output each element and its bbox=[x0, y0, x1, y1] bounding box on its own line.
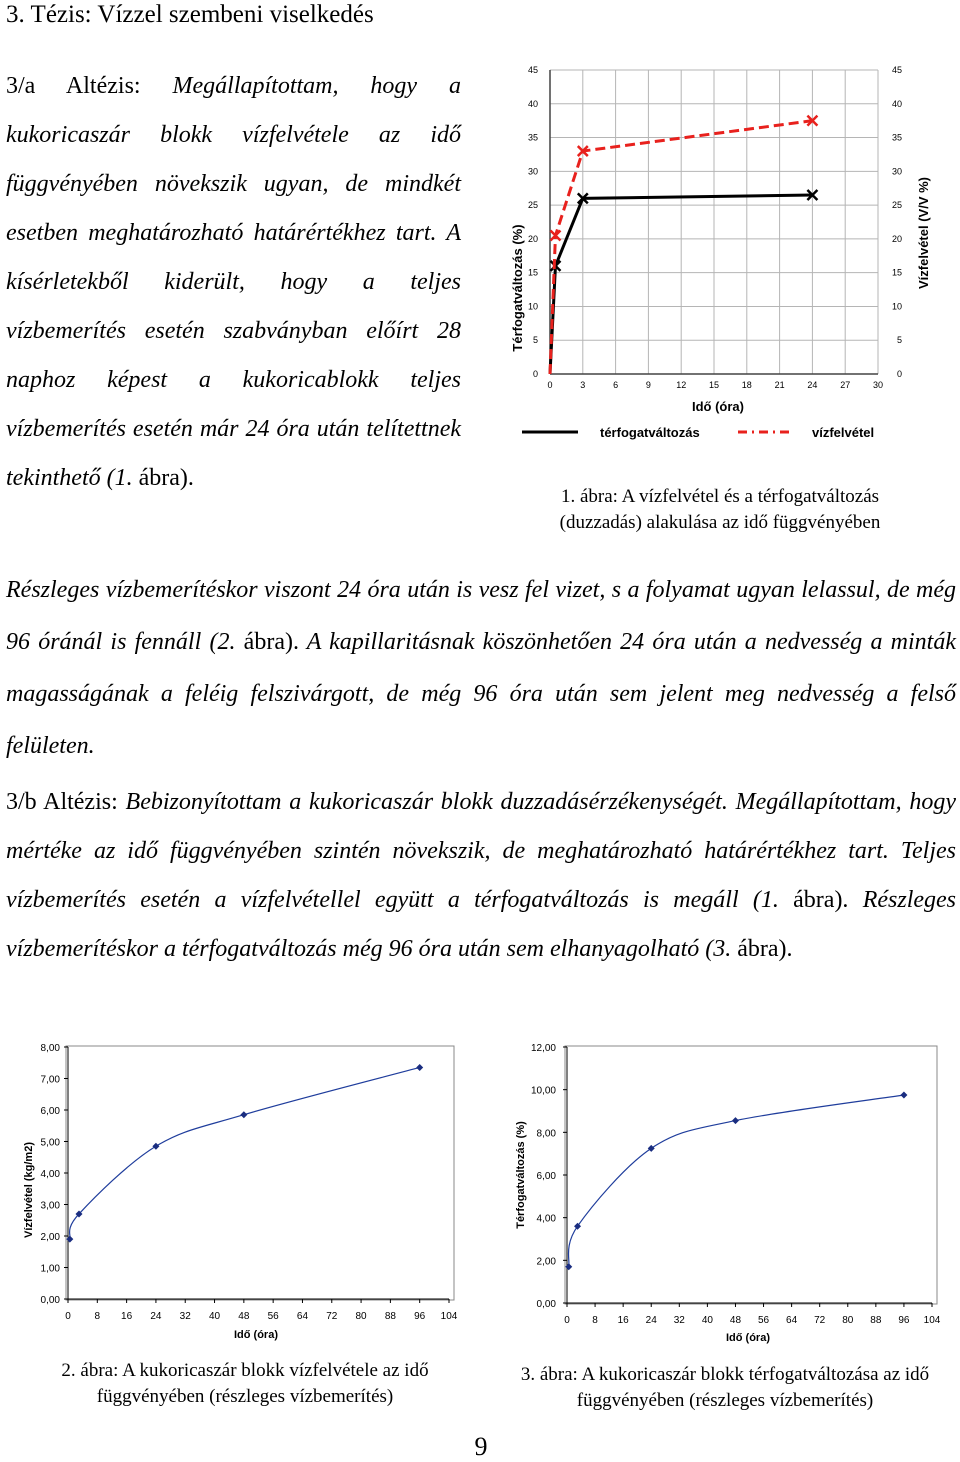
fig2-xtick: 16 bbox=[121, 1311, 133, 1322]
figure-1-xtick: 0 bbox=[547, 380, 553, 390]
fig2-xtick: 32 bbox=[179, 1311, 191, 1322]
figure-2-plot-area bbox=[66, 1046, 454, 1300]
fig2-xtick: 48 bbox=[238, 1311, 250, 1322]
fig2-xtick: 40 bbox=[208, 1311, 221, 1322]
fig2-ytick: 8,00 bbox=[40, 1043, 60, 1054]
figure-1-xtick: 27 bbox=[840, 380, 851, 390]
fig2-ytick: 0,00 bbox=[40, 1295, 60, 1306]
fig2-ytick: 1,00 bbox=[40, 1263, 60, 1275]
fig3-point bbox=[565, 1263, 572, 1270]
para2-ref: ábra). bbox=[243, 629, 299, 655]
figure-1-ytick-left: 25 bbox=[527, 200, 538, 211]
fig3-xtick: 24 bbox=[645, 1315, 657, 1326]
figure-1-ytick-left: 10 bbox=[527, 301, 538, 312]
fig3-xtick: 88 bbox=[870, 1315, 882, 1326]
figure-1-ytick-right: 30 bbox=[891, 166, 902, 177]
fig3-xtick: 104 bbox=[923, 1315, 941, 1326]
thesis-3a-text: Megállapítottam, hogy a kukoricaszár blokk vízfelvétele az idő függvényében növekszik ugyan, de mindkét esetben meghatározható határértékhez tart. A kísérletekből kiderült, hogy a teljes vízbemerítés esetén szabványban előírt 28 naphoz képest a kukoricablokk teljes vízbemerítés esetén már 24 óra után telítettnek tekinthető (1. bbox=[6, 73, 461, 491]
fig2-xtick: 64 bbox=[296, 1311, 309, 1322]
figure-1-xtick: 24 bbox=[807, 380, 818, 390]
figure-1-ytick-right: 0 bbox=[896, 369, 902, 379]
figure-2-xlabel: Idő (óra) bbox=[234, 1329, 278, 1341]
fig3-ytick: 2,00 bbox=[536, 1256, 556, 1268]
fig2-xtick: 8 bbox=[94, 1311, 101, 1322]
figure-1-series bbox=[550, 116, 817, 374]
figure-1-xlabel: Idő (óra) bbox=[692, 399, 744, 414]
figure-1-ytick-right: 5 bbox=[896, 335, 902, 346]
fig2-xtick: 0 bbox=[65, 1311, 71, 1322]
figure-3-caption: 3. ábra: A kukoricaszár blokk térfogatváltozása az idő függvényében (részleges vízbemerítés) bbox=[520, 1364, 930, 1411]
thesis-3b-text-1: Bebizonyítottam a kukoricaszár blokk duzzadásérzékenységét. Megállapítottam, hogy mértéke az idő függvényében szintén növekszik, de meghatározható határértékhez tart. Teljes vízbemerítés esetén a vízfelvétellel együtt a térfogatváltozás is megáll (1. bbox=[6, 789, 956, 913]
figure-1-ytick-left: 5 bbox=[532, 335, 538, 346]
figure-1-ytick-right: 25 bbox=[891, 200, 902, 211]
fig2-ytick: 5,00 bbox=[40, 1137, 60, 1149]
fig3-ytick: 8,00 bbox=[536, 1128, 556, 1140]
fig2-xtick: 88 bbox=[384, 1311, 396, 1322]
figure-1-ytick-left: 15 bbox=[527, 267, 538, 278]
thesis-3a-lead: 3/a Altézis: bbox=[6, 73, 141, 99]
fig2-xtick: 24 bbox=[150, 1311, 162, 1322]
figure-1-ylabel: Térfogatváltozás (%) bbox=[510, 224, 525, 352]
fig2-point bbox=[416, 1064, 423, 1071]
fig3-ytick: 6,00 bbox=[536, 1171, 556, 1182]
thesis-3b-ref-2: ábra). bbox=[737, 936, 793, 962]
figure-1-xtick: 21 bbox=[774, 380, 785, 390]
fig2-ytick: 4,00 bbox=[40, 1169, 60, 1180]
figure-3-series bbox=[563, 1047, 932, 1307]
figure-1-ytick-right: 15 bbox=[891, 267, 902, 278]
figure-3-xlabel: Idő (óra) bbox=[726, 1332, 770, 1344]
figure-1-ytick-left: 40 bbox=[527, 98, 538, 109]
figure-1-xtick: 6 bbox=[613, 380, 619, 390]
fig2-point bbox=[152, 1143, 159, 1150]
figure-2-series bbox=[64, 1047, 449, 1303]
thesis-3b-paragraph bbox=[6, 778, 956, 974]
legend-label-vizfelvetel: vízfelvétel bbox=[812, 425, 875, 440]
figure-1-chart bbox=[490, 58, 960, 458]
figure-1-ytick-left: 0 bbox=[532, 369, 538, 379]
fig2-xtick: 72 bbox=[326, 1311, 338, 1322]
fig3-xtick: 48 bbox=[729, 1315, 742, 1326]
figure-1-ytick-right: 10 bbox=[891, 301, 902, 312]
figure-3-chart bbox=[492, 1030, 960, 1350]
thesis-3a-paragraph bbox=[6, 62, 461, 503]
fig3-ytick: 4,00 bbox=[536, 1213, 556, 1225]
fig3-xtick: 72 bbox=[814, 1315, 826, 1326]
fig3-point bbox=[648, 1145, 655, 1152]
fig2-ytick: 7,00 bbox=[40, 1074, 60, 1086]
para2-text-1: Részleges vízbemerítéskor viszont 24 óra után is vesz fel vizet, s a folyamat ugyan lelassul, de még 96 óránál is fennáll (2. bbox=[6, 577, 956, 655]
figure-2-chart bbox=[0, 1030, 470, 1350]
figure-1-xtick: 9 bbox=[645, 380, 651, 390]
section-heading: 3. Tézis: Vízzel szembeni viselkedés bbox=[6, 1, 374, 28]
figure-2-caption: 2. ábra: A kukoricaszár blokk vízfelvétele az idő függvényében (részleges vízbemerítés) bbox=[61, 1360, 429, 1407]
fig2-point bbox=[66, 1236, 73, 1243]
fig3-ytick: 10,00 bbox=[530, 1085, 556, 1097]
fig2-ytick: 2,00 bbox=[40, 1232, 60, 1243]
fig3-xtick: 32 bbox=[673, 1315, 685, 1326]
para2-text-2: A kapillaritásnak köszönhetően 24 óra után a nedvesség a minták magasságának a feléig felszivárgott, de még 96 óra után sem jelent meg nedvesség a felső felületen. bbox=[6, 629, 956, 759]
figure-1-ytick-right: 45 bbox=[891, 65, 902, 75]
thesis-3a-ref: ábra). bbox=[138, 465, 194, 491]
thesis-3b-lead: 3/b Altézis: bbox=[6, 789, 118, 815]
figure-1-ytick-right: 40 bbox=[891, 98, 902, 109]
figure-1-ytick-left: 35 bbox=[527, 132, 538, 143]
figure-2-tick-labels bbox=[41, 1043, 458, 1322]
figure-1-xtick: 30 bbox=[872, 380, 884, 390]
fig3-ytick: 0,00 bbox=[536, 1299, 556, 1310]
fig2-ytick: 6,00 bbox=[40, 1106, 60, 1117]
fig2-xtick: 104 bbox=[440, 1311, 458, 1322]
figure-1-ytick-left: 20 bbox=[527, 233, 538, 244]
figure-1-ytick-right: 35 bbox=[891, 132, 902, 143]
page-number: 9 bbox=[474, 1432, 488, 1461]
fig3-xtick: 0 bbox=[564, 1315, 570, 1326]
fig3-xtick: 96 bbox=[898, 1315, 910, 1326]
fig3-xtick: 56 bbox=[757, 1315, 770, 1326]
figure-1-grid bbox=[550, 70, 878, 374]
fig2-point bbox=[240, 1111, 247, 1118]
figure-2-ylabel: Vízfelvétel (kg/m2) bbox=[23, 1142, 35, 1238]
fig3-xtick: 80 bbox=[842, 1315, 854, 1326]
fig3-point bbox=[900, 1092, 907, 1099]
figure-1-legend bbox=[522, 425, 874, 440]
legend-label-terfogat: térfogatváltozás bbox=[600, 425, 700, 440]
figure-1-ytick-right: 20 bbox=[891, 233, 902, 244]
partial-immersion-paragraph bbox=[6, 564, 956, 772]
figure-1-tick-labels bbox=[528, 65, 902, 390]
figure-1-caption: 1. ábra: A vízfelvétel és a térfogatváltozás (duzzadás) alakulása az idő függvényében bbox=[559, 486, 881, 533]
figure-1-xtick: 15 bbox=[708, 380, 720, 390]
fig3-ytick: 12,00 bbox=[530, 1043, 556, 1054]
fig3-point bbox=[732, 1117, 739, 1124]
figure-1-ylabel-right: Vízfelvétel (V/V %) bbox=[916, 177, 931, 289]
fig2-ytick: 3,00 bbox=[40, 1200, 60, 1212]
figure-1-ytick-left: 45 bbox=[527, 65, 538, 75]
fig2-xtick: 56 bbox=[267, 1311, 279, 1322]
figure-3-ylabel: Térfogatváltozás (%) bbox=[515, 1121, 527, 1229]
fig3-xtick: 8 bbox=[592, 1315, 598, 1326]
figure-3-tick-labels bbox=[531, 1043, 941, 1326]
fig2-xtick: 80 bbox=[355, 1311, 367, 1322]
fig3-xtick: 40 bbox=[701, 1315, 713, 1326]
figure-1-xtick: 12 bbox=[676, 380, 687, 390]
fig2-xtick: 96 bbox=[414, 1311, 426, 1322]
thesis-3b-ref-1: ábra). bbox=[793, 887, 849, 913]
fig3-xtick: 16 bbox=[617, 1315, 629, 1326]
figure-1-ytick-left: 30 bbox=[527, 166, 538, 177]
fig2-curve bbox=[70, 1067, 420, 1239]
thesis-3b-text-2: Részleges vízbemerítéskor a térfogatváltozás még 96 óra után sem elhanyagolható (3. bbox=[6, 887, 957, 962]
fig3-xtick: 64 bbox=[786, 1315, 798, 1326]
figure-1-xtick: 3 bbox=[580, 380, 586, 390]
figure-1-xtick: 18 bbox=[741, 380, 752, 390]
